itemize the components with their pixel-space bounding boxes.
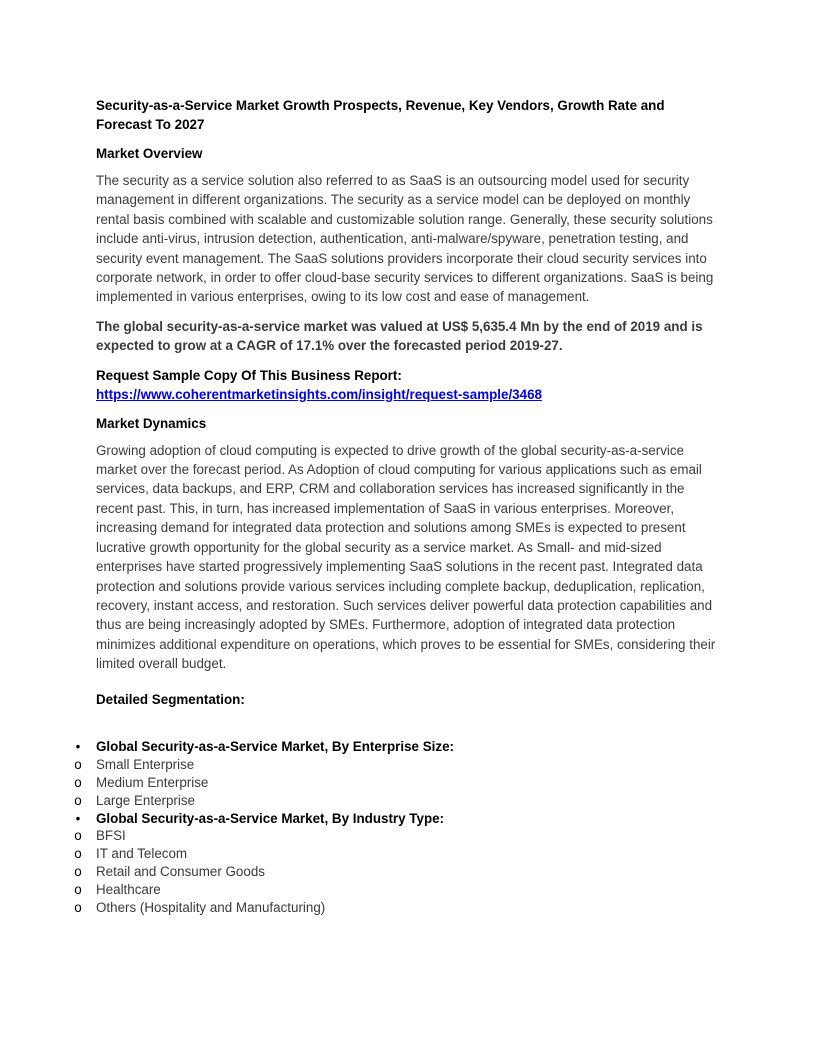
segment-label: Large Enterprise [96, 792, 195, 808]
segment-item [0, 863, 700, 881]
segment-item [0, 774, 700, 792]
market-dynamics-text: Growing adoption of cloud computing is expected to drive growth of the global security-as-a-service market over the forecast period. As Adoption of cloud computing for various applications such as email services, data backups, and ERP, CRM and collaboration services has increased significantly in the recent past. This, in turn, has increased implementation of SaaS in various enterprises. Moreover, increasing demand for integrated data protection and solutions among SMEs is expected to present lucrative growth opportunity for the global security as a service market. As Small- and mid-sized enterprises have started progressively implementing SaaS solutions in the recent past. Integrated data protection and solutions provide various services including complete backup, deduplication, replication, recovery, instant access, and restoration. Such services deliver powerful data protection capabilities and thus are being increasingly adopted by SMEs. Furthermore, adoption of integrated data protection minimizes additional expenditure on operations, which proves to be essential for SMEs, considering their limited overall budget. [96, 442, 716, 672]
segment-category [0, 810, 700, 828]
page-title: Security-as-a-Service Market Growth Prospects, Revenue, Key Vendors, Growth Rate and Forecast To 2027 [96, 98, 665, 132]
market-valuation-text: The global security-as-a-service market was valued at US$ 5,635.4 Mn by the end of 2019 and is expected to grow at a CAGR of 17.1% over the forecasted period 2019-27. [96, 318, 703, 354]
segment-label: BFSI [96, 828, 126, 844]
sub-bullet-icon: o [74, 828, 82, 844]
segment-item [0, 899, 700, 917]
sub-bullet-icon: o [74, 846, 82, 862]
segment-item [0, 881, 700, 899]
sub-bullet-icon: o [74, 774, 82, 790]
segment-item [0, 845, 700, 863]
sub-bullet-icon: o [74, 864, 82, 880]
market-overview-text: The security as a service solution also referred to as SaaS is an outsourcing model used for security management in different organizations. The security as a service model can be deployed on monthly rental basis combined with scalable and customizable solution range. Generally, these security solutions include anti-virus, intrusion detection, authentication, anti-malware/spyware, penetration testing, and security event management. The SaaS solutions providers incorporate their cloud security services into corporate network, in order to offer cloud-base security services to different organizations. SaaS is being implemented in various enterprises, owing to its low cost and ease of management. [96, 173, 714, 305]
market-overview-heading: Market Overview [96, 146, 203, 161]
segment-item [0, 827, 700, 845]
segment-label: Small Enterprise [96, 756, 195, 772]
segment-item [0, 756, 700, 774]
sub-bullet-icon: o [74, 792, 82, 808]
segmentation-list [0, 738, 700, 917]
segmentation-heading: Detailed Segmentation: [96, 691, 245, 707]
request-sample-label: Request Sample Copy Of This Business Report: [96, 367, 402, 383]
sub-bullet-icon: o [74, 882, 82, 898]
segment-item [0, 792, 700, 810]
bullet-icon: • [75, 739, 81, 754]
document-page [96, 96, 724, 709]
segment-label: Global Security-as-a-Service Market, By Industry Type: [96, 810, 445, 826]
segment-label: Others (Hospitality and Manufacturing) [96, 900, 326, 916]
segment-label: Healthcare [96, 882, 161, 898]
segment-label: IT and Telecom [96, 846, 188, 862]
bullet-icon: • [75, 810, 81, 826]
segment-label: Medium Enterprise [96, 774, 209, 790]
sub-bullet-icon: o [74, 756, 82, 772]
segment-category [0, 738, 700, 756]
segment-label: Retail and Consumer Goods [96, 864, 265, 880]
segment-label: Global Security-as-a-Service Market, By Enterprise Size: [96, 739, 454, 754]
request-sample-block [96, 366, 724, 404]
request-sample-link[interactable]: https://www.coherentmarketinsights.com/insight/request-sample/3468 [96, 386, 542, 402]
sub-bullet-icon: o [74, 900, 82, 916]
market-dynamics-heading: Market Dynamics [96, 415, 207, 431]
